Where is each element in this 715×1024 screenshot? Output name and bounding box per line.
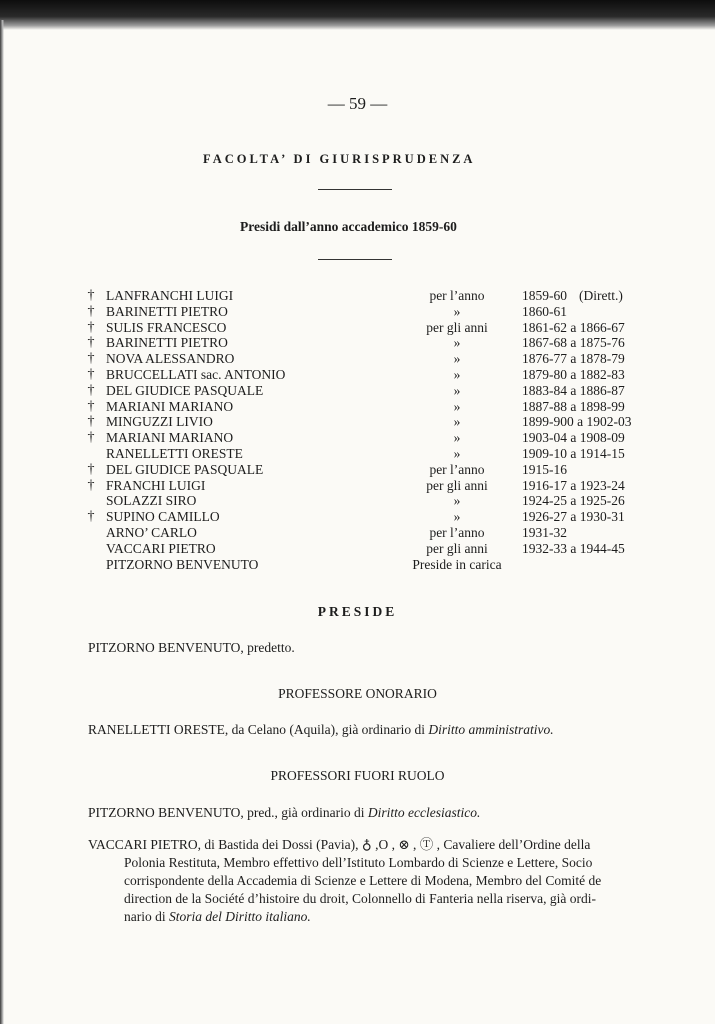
scan-top-border [0, 0, 715, 30]
preside-row [84, 509, 684, 525]
preside-period-label: » [453, 382, 461, 398]
entry-2-line-5-subject: Storia del Diritto italiano. [169, 909, 311, 924]
preside-row [84, 304, 684, 320]
entry-2-line-5-pre: nario di [124, 909, 169, 924]
preside-period-label: » [453, 509, 461, 525]
preside-name: MARIANI MARIANO [106, 430, 234, 446]
preside-years: 1859-60 [522, 288, 567, 303]
preside-years: 1903-04 a 1908-09 [522, 430, 625, 446]
preside-period-label: » [453, 335, 461, 351]
deceased-cross-icon: † [87, 461, 95, 477]
preside-period-label: per l’anno [429, 461, 485, 477]
preside-years: 1867-68 a 1875-76 [522, 335, 625, 351]
entry-2-line-2: Polonia Restituta, Membro effettivo dell’Istituto Lombardo di Scienze e Lettere, Socio [124, 855, 593, 870]
divider-bottom [318, 259, 392, 260]
preside-note: (Dirett.) [579, 288, 623, 303]
preside-name: ARNO’ CARLO [106, 525, 197, 540]
preside-years: 1926-27 a 1930-31 [522, 509, 625, 525]
deceased-cross-icon: † [87, 509, 95, 525]
faculty-title: FACOLTA’ DI GIURISPRUDENZA [203, 152, 476, 166]
preside-years: 1932-33 a 1944-45 [522, 540, 625, 556]
entry-2-line-5 [88, 908, 633, 926]
preside-name: BARINETTI PIETRO [106, 303, 228, 319]
deceased-cross-icon: † [87, 398, 95, 414]
preside-period-label: per l’anno [429, 525, 485, 540]
preside-name: MARIANI MARIANO [106, 398, 234, 414]
deceased-cross-icon: † [87, 288, 95, 303]
preside-name: SULIS FRANCESCO [106, 319, 227, 335]
onorario-entry [88, 722, 554, 738]
preside-period-label: per gli anni [426, 477, 488, 493]
preside-row [84, 383, 684, 399]
preside-name: PITZORNO BENVENUTO [106, 556, 259, 572]
preside-row [84, 320, 684, 336]
preside-period-label: » [453, 493, 461, 509]
preside-text: PITZORNO BENVENUTO, predetto. [88, 640, 295, 655]
onorario-heading: PROFESSORE ONORARIO [278, 686, 437, 701]
fuori-ruolo-entry-1-subject: Diritto ecclesiastico. [367, 805, 481, 820]
fuori-ruolo-entry-2 [88, 836, 633, 926]
preside-row [84, 541, 684, 557]
preside-period-label: » [453, 398, 461, 414]
preside-period-label: » [453, 430, 461, 446]
preside-period-label: » [453, 414, 461, 430]
preside-name: SUPINO CAMILLO [106, 509, 220, 525]
preside-name: LANFRANCHI LUIGI [106, 288, 234, 303]
preside-row [84, 367, 684, 383]
preside-row [84, 557, 684, 573]
preside-period-label: » [453, 367, 461, 382]
preside-years: 1909-10 a 1914-15 [522, 446, 625, 461]
preside-years: 1915-16 [522, 461, 567, 477]
preside-name: BARINETTI PIETRO [106, 335, 228, 351]
fuori-ruolo-entry-1-text: PITZORNO BENVENUTO, pred., già ordinario di [88, 805, 368, 820]
page-number: — 59 — [327, 94, 388, 113]
deceased-cross-icon: † [87, 477, 95, 493]
preside-years: 1879-80 a 1882-83 [522, 367, 625, 382]
preside-years: 1883-84 a 1886-87 [522, 382, 625, 398]
preside-period-label: » [453, 303, 461, 319]
preside-name: BRUCCELLATI sac. ANTONIO [106, 367, 286, 382]
deceased-cross-icon: † [87, 319, 95, 335]
onorario-text: RANELLETTI ORESTE, da Celano (Aquila), già ordinario di [88, 722, 429, 737]
preside-name: FRANCHI LUIGI [106, 477, 206, 493]
deceased-cross-icon: † [87, 335, 95, 351]
preside-heading: PRESIDE [317, 604, 398, 619]
entry-2-line-1: VACCARI PIETRO, di Bastida dei Dossi (Pavia), ♁ ,O , ⊗ , Ⓣ , Cavaliere dell’Ordine della [88, 837, 591, 852]
preside-row [84, 399, 684, 415]
preside-period-label: » [453, 446, 461, 461]
preside-years: 1916-17 a 1923-24 [522, 477, 625, 493]
divider-top [318, 189, 392, 190]
deceased-cross-icon: † [87, 430, 95, 446]
preside-period-label: per l’anno [429, 288, 485, 303]
preside-years: 1876-77 a 1878-79 [522, 351, 625, 367]
scan-left-border [0, 20, 4, 1024]
preside-row [84, 478, 684, 494]
preside-years: 1861-62 a 1866-67 [522, 319, 625, 335]
preside-row [84, 288, 684, 304]
preside-period-label: » [453, 351, 461, 367]
deceased-cross-icon: † [87, 367, 95, 382]
preside-years: 1887-88 a 1898-99 [522, 398, 625, 414]
preside-row [84, 351, 684, 367]
deceased-cross-icon: † [87, 303, 95, 319]
preside-row [84, 525, 684, 541]
preside-name: VACCARI PIETRO [106, 540, 216, 556]
preside-name: DEL GIUDICE PASQUALE [106, 461, 264, 477]
preside-period-label: per gli anni [426, 319, 488, 335]
preside-row [84, 446, 684, 462]
preside-years: 1860-61 [522, 303, 567, 319]
preside-name: MINGUZZI LIVIO [106, 414, 213, 430]
onorario-subject: Diritto amministrativo. [428, 722, 554, 737]
entry-2-line-4: direction de la Société d’histoire du droit, Colonnello di Fanteria nella riserva, già ordi- [124, 891, 596, 906]
preside-years: 1899-900 a 1902-03 [522, 414, 632, 430]
fuori-ruolo-entry-1 [88, 805, 480, 821]
entry-2-line-3: corrispondente della Accademia di Scienze e Lettere di Modena, Membro del Comité de [124, 873, 602, 888]
preside-row [84, 462, 684, 478]
preside-row [84, 414, 684, 430]
preside-row [84, 493, 684, 509]
preside-years: 1924-25 a 1925-26 [522, 493, 625, 509]
preside-years: 1931-32 [522, 525, 567, 540]
fuori-ruolo-heading: PROFESSORI FUORI RUOLO [270, 768, 445, 783]
deceased-cross-icon: † [87, 382, 95, 398]
preside-row [84, 335, 684, 351]
deceased-cross-icon: † [87, 414, 95, 430]
deceased-cross-icon: † [87, 351, 95, 367]
preside-name: SOLAZZI SIRO [106, 493, 197, 509]
preside-row [84, 430, 684, 446]
preside-name: NOVA ALESSANDRO [106, 351, 235, 367]
preside-name: DEL GIUDICE PASQUALE [106, 382, 264, 398]
presidi-subtitle: Presidi dall’anno accademico 1859-60 [240, 219, 457, 234]
preside-name: RANELLETTI ORESTE [106, 446, 243, 461]
preside-period-label: per gli anni [426, 540, 488, 556]
preside-period-label: Preside in carica [412, 556, 502, 572]
